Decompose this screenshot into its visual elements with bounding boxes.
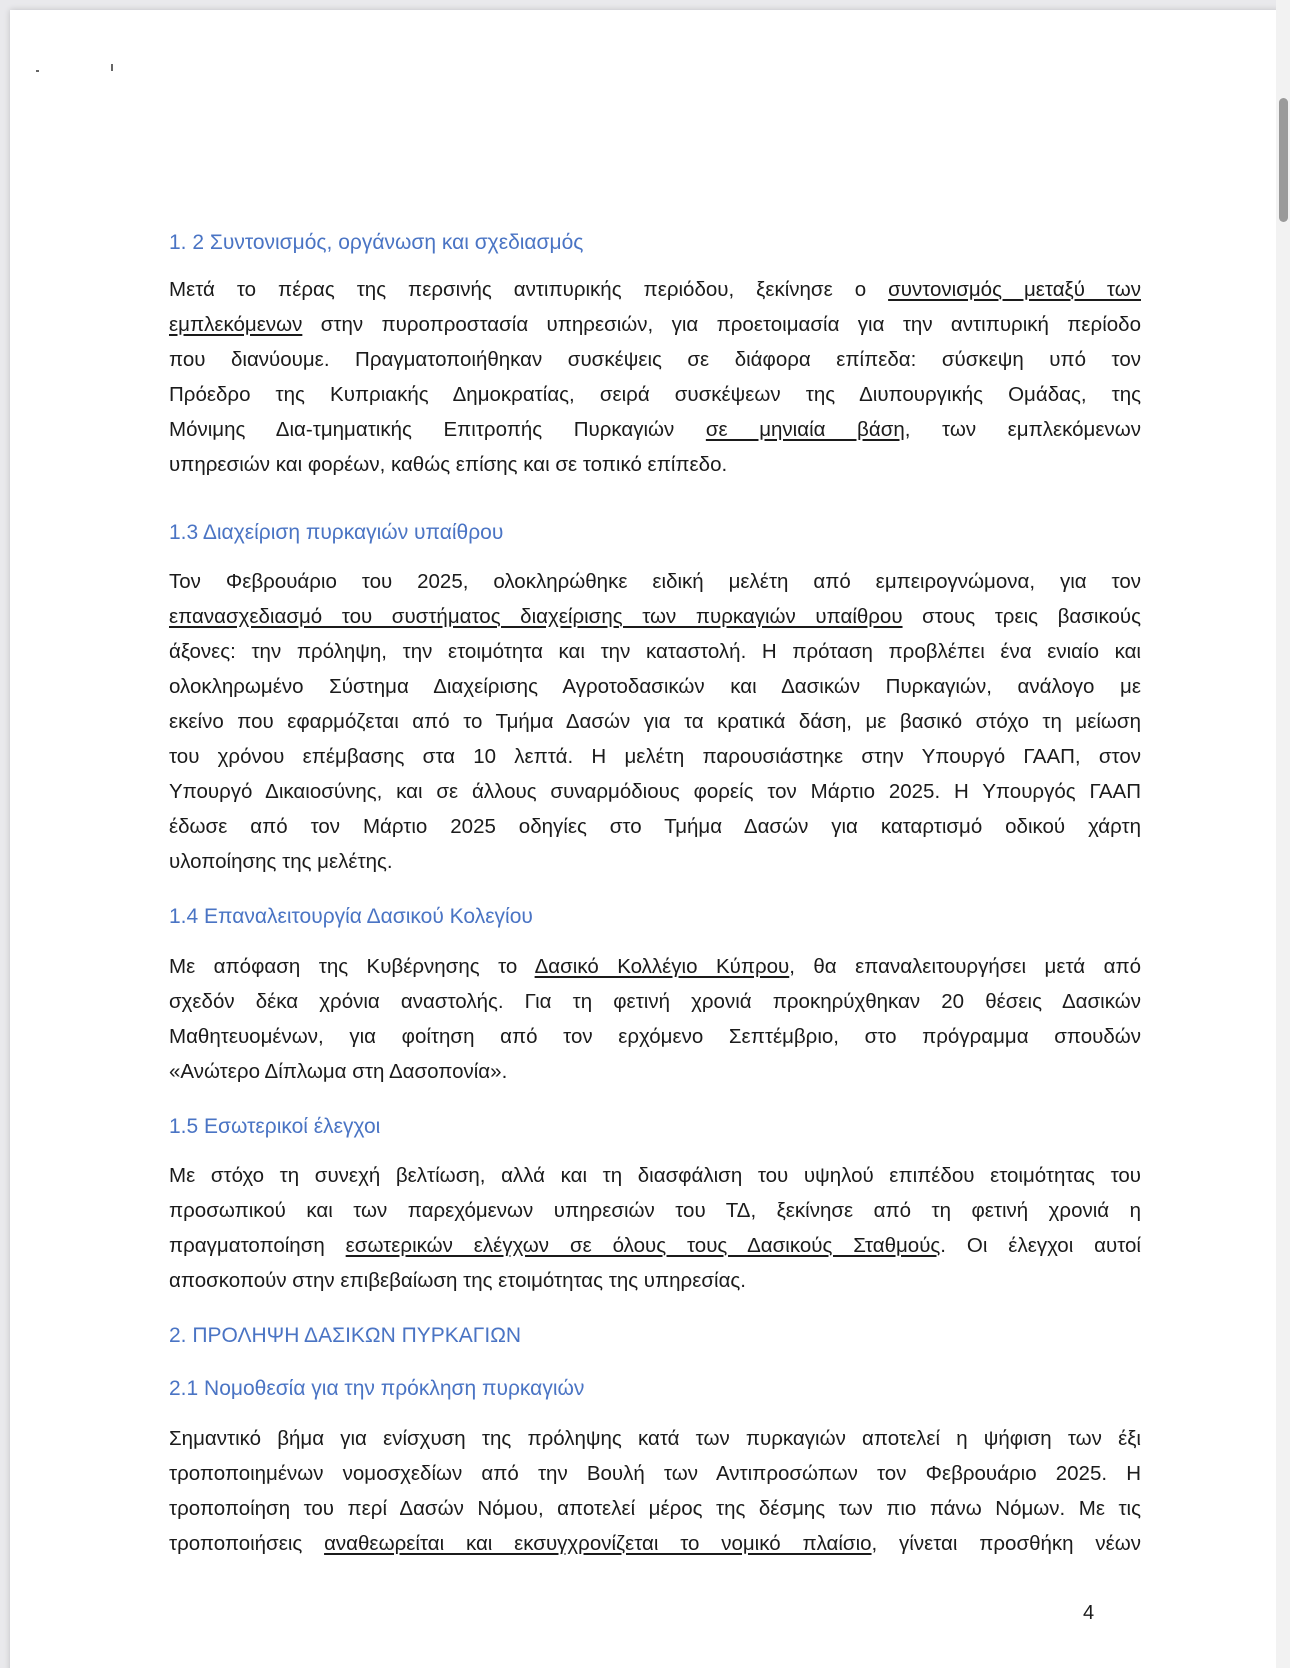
text-line: που διανύουμε. Πραγματοποιήθηκαν συσκέψεις σε διάφορα επίπεδα: σύσκεψη υπό τον (169, 348, 1141, 371)
text-line: Μόνιμης Δια-τμηματικής Επιτροπής Πυρκαγιών σε μηνιαία βάση, των εμπλεκόμενων (169, 418, 1141, 441)
underlined-phrase: Δασικό Κολλέγιο Κύπρου (534, 955, 790, 978)
text-line: υπηρεσιών και φορέων, καθώς επίσης και σε τοπικό επίπεδο. (169, 453, 728, 476)
paragraph-1-2 (169, 272, 1141, 482)
section-heading-1-2: 1. 2 Συντονισμός, οργάνωση και σχεδιασμός (169, 231, 584, 254)
text-line: εκείνο που εφαρμόζεται από το Τμήμα Δασών για τα κρατικά δάση, με βασικό στόχο τη μείωση (169, 710, 1141, 733)
vertical-scrollbar[interactable] (1276, 0, 1290, 1668)
paragraph-1-5 (169, 1158, 1141, 1298)
text-line: Σημαντικό βήμα για ενίσχυση της πρόληψης κατά των πυρκαγιών αποτελεί η ψήφιση των έξι (169, 1427, 1141, 1450)
text-line: «Ανώτερο Δίπλωμα στη Δασοπονία». (169, 1060, 508, 1083)
paragraph-1-3 (169, 564, 1141, 879)
underlined-phrase: εσωτερικών ελέγχων σε όλους τους Δασικούς Σταθμούς (345, 1234, 941, 1257)
text-line: Πρόεδρο της Κυπριακής Δημοκρατίας, σειρά συσκέψεων της Διυπουργικής Ομάδας, της (169, 383, 1141, 406)
scrollbar-thumb[interactable] (1279, 98, 1288, 222)
text-line: Τον Φεβρουάριο του 2025, ολοκληρώθηκε ειδική μελέτη από εμπειρογνώμονα, για τον (169, 570, 1141, 593)
text-line: Μαθητευομένων, για φοίτηση από τον ερχόμενο Σεπτέμβριο, στο πρόγραμμα σπουδών (169, 1025, 1141, 1048)
chapter-heading-2: 2. ΠΡΟΛΗΨΗ ΔΑΣΙΚΩΝ ΠΥΡΚΑΓΙΩΝ (169, 1324, 522, 1347)
text-line: προσωπικού και των παρεχόμενων υπηρεσιών του ΤΔ, ξεκίνησε από τη φετινή χρονιά η (169, 1199, 1141, 1222)
section-heading-1-4: 1.4 Επαναλειτουργία Δασικού Κολεγίου (169, 905, 533, 928)
section-heading-2-1: 2.1 Νομοθεσία για την πρόκληση πυρκαγιών (169, 1377, 585, 1400)
text-line: Με στόχο τη συνεχή βελτίωση, αλλά και τη διασφάλιση του υψηλού επιπέδου ετοιμότητας του (169, 1164, 1141, 1187)
text-line: αποσκοπούν στην επιβεβαίωση της ετοιμότητας της υπηρεσίας. (169, 1269, 746, 1292)
scan-speck (36, 70, 39, 72)
text-line: τροποποιήσεις αναθεωρείται και εκσυγχρονίζεται το νομικό πλαίσιο, γίνεται προσθήκη νέων (169, 1532, 1141, 1555)
text-line: σχεδόν δέκα χρόνια αναστολής. Για τη φετινή χρονιά προκηρύχθηκαν 20 θέσεις Δασικών (169, 990, 1141, 1013)
scan-speck (111, 64, 113, 71)
text-line: Υπουργό Δικαιοσύνης, και σε άλλους συναρμόδιους φορείς τον Μάρτιο 2025. Η Υπουργός ΓΑΑΠ (169, 780, 1141, 803)
text-line: άξονες: την πρόληψη, την ετοιμότητα και την καταστολή. Η πρόταση προβλέπει ένα ενιαίο και (169, 640, 1141, 663)
text-line: επανασχεδιασμό του συστήματος διαχείρισης των πυρκαγιών υπαίθρου στους τρεις βασικούς (169, 605, 1141, 628)
underlined-phrase: εμπλεκόμενων (169, 313, 303, 336)
section-heading-1-3: 1.3 Διαχείριση πυρκαγιών υπαίθρου (169, 521, 504, 544)
text-line: ολοκληρωμένο Σύστημα Διαχείρισης Αγροτοδασικών και Δασικών Πυρκαγιών, ανάλογο με (169, 675, 1141, 698)
text-line: τροποποίηση του περί Δασών Νόμου, αποτελεί μέρος της δέσμης των πιο πάνω Νόμων. Με τις (169, 1497, 1141, 1520)
text-line: πραγματοποίηση εσωτερικών ελέγχων σε όλους τους Δασικούς Σταθμούς. Οι έλεγχοι αυτοί (169, 1234, 1141, 1257)
underlined-phrase: αναθεωρείται και εκσυγχρονίζεται το νομικό πλαίσιο (324, 1532, 872, 1555)
page-number: 4 (1083, 1602, 1095, 1624)
text-line: εμπλεκόμενων στην πυροπροστασία υπηρεσιών, για προετοιμασία για την αντιπυρική περίοδο (169, 313, 1141, 336)
text-line: τροποποιημένων νομοσχεδίων από την Βουλή των Αντιπροσώπων τον Φεβρουάριο 2025. Η (169, 1462, 1141, 1485)
underlined-phrase: συντονισμός μεταξύ των (888, 278, 1141, 301)
paragraph-2-1 (169, 1421, 1141, 1561)
document-page (10, 10, 1280, 1668)
underlined-phrase: σε μηνιαία βάση (705, 418, 905, 441)
text-line: του χρόνου επέμβασης στα 10 λεπτά. Η μελέτη παρουσιάστηκε στην Υπουργό ΓΑΑΠ, στον (169, 745, 1141, 768)
text-line: Μετά το πέρας της περσινής αντιπυρικής περιόδου, ξεκίνησε ο συντονισμός μεταξύ των (169, 278, 1141, 301)
underlined-phrase: επανασχεδιασμό του συστήματος διαχείρισης των πυρκαγιών υπαίθρου (169, 605, 903, 628)
text-line: υλοποίησης της μελέτης. (169, 850, 393, 873)
text-line: Με απόφαση της Κυβέρνησης το Δασικό Κολλέγιο Κύπρου, θα επαναλειτουργήσει μετά από (169, 955, 1141, 978)
text-line: έδωσε από τον Μάρτιο 2025 οδηγίες στο Τμήμα Δασών για καταρτισμό οδικού χάρτη (169, 815, 1141, 838)
section-heading-1-5: 1.5 Εσωτερικοί έλεγχοι (169, 1115, 381, 1138)
paragraph-1-4 (169, 949, 1141, 1089)
